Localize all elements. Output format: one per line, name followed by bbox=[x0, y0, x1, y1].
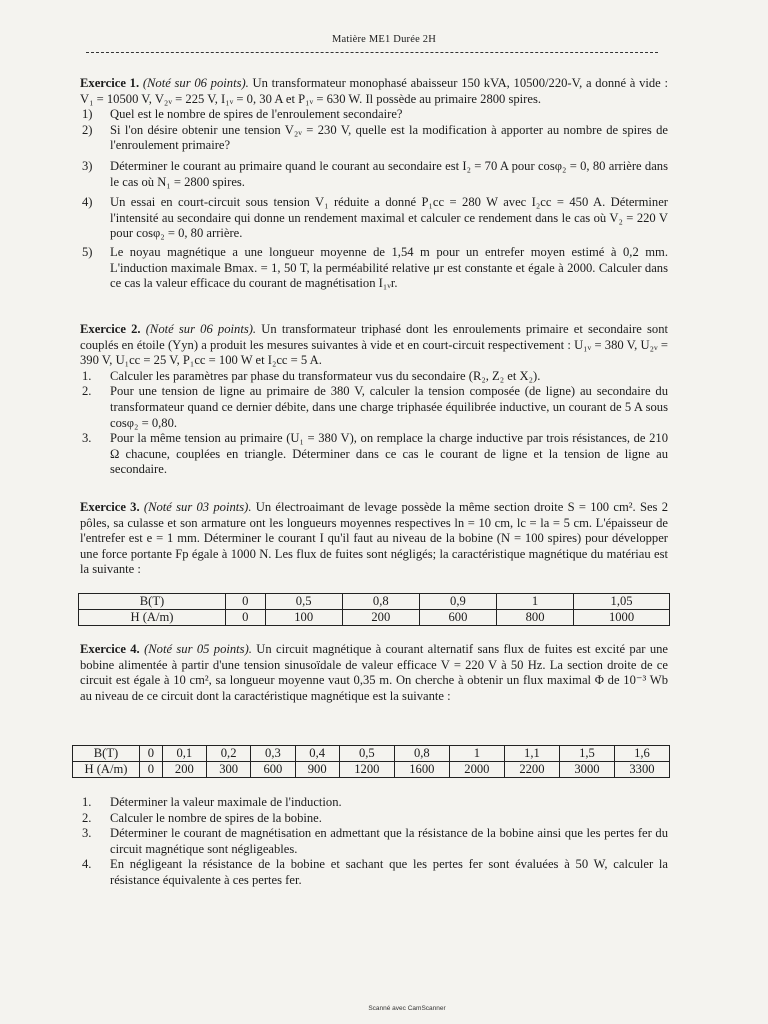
question-item bbox=[80, 811, 668, 827]
table-cell: 1 bbox=[449, 746, 504, 762]
table-cell: 3300 bbox=[614, 762, 669, 778]
question-text: Un essai en court-circuit sous tension V₁ réduite a donné P₁cc = 280 W avec I₂cc = 450 A. Déterminer l'intensité au secondaire qui donne un rendement maximal et calculer ce rendement dans le cas où V₂ = 220 V pour cosφ₂ = 0, 80 arrière. bbox=[110, 195, 668, 241]
row-label: H (A/m) bbox=[79, 610, 226, 626]
question-item bbox=[80, 107, 668, 123]
table-cell: 1600 bbox=[394, 762, 449, 778]
exercise-1-intro: Un transformateur monophasé abaisseur 150 kVA, 10500/220-V, a donné à vide : V₁ = 10500 V, V₂ᵥ = 225 V, I₁ᵥ = 0, 30 A et P₁ᵥ = 630 W. Il possède au primaire 2800 spires. bbox=[80, 76, 668, 106]
exercise-1-statement bbox=[80, 76, 668, 107]
table-cell: 100 bbox=[265, 610, 342, 626]
exercise-4-questions bbox=[80, 795, 668, 889]
question-text: Quel est le nombre de spires de l'enroulement secondaire? bbox=[110, 107, 403, 122]
question-number: 4) bbox=[82, 195, 93, 210]
question-number: 2. bbox=[82, 810, 92, 825]
question-text: Calculer le nombre de spires de la bobine. bbox=[110, 810, 322, 825]
question-item bbox=[80, 857, 668, 888]
table-cell: 0,5 bbox=[339, 746, 394, 762]
exercise-1 bbox=[80, 76, 668, 292]
question-text: Pour la même tension au primaire (U₁ = 380 V), on remplace la charge inductive par trois résistances, de 210 Ω chacune, couplées en triangle. Déterminer dans ce cas le courant de ligne et la tension de ligne au secondaire. bbox=[110, 431, 668, 477]
question-number: 2) bbox=[82, 122, 93, 137]
exercise-2-statement bbox=[80, 322, 668, 369]
question-number: 3. bbox=[82, 431, 92, 446]
question-item bbox=[80, 795, 668, 811]
table-cell: 0,2 bbox=[207, 746, 251, 762]
table-cell: 900 bbox=[295, 762, 339, 778]
question-text: Pour une tension de ligne au primaire de 380 V, calculer la tension composée (de ligne) au secondaire du transformateur quand ce dernier débite, dans une charge triphasée équilibrée inductive, un courant de 5 A sous cosφ₂ = 0,80. bbox=[110, 384, 668, 430]
page-header: Matière ME1 Durée 2H bbox=[331, 34, 436, 45]
table-cell: 0 bbox=[140, 746, 163, 762]
row-label: H (A/m) bbox=[73, 762, 140, 778]
header-divider bbox=[86, 52, 658, 53]
table-cell: 200 bbox=[162, 762, 206, 778]
exercise-4-intro: Un circuit magnétique à courant alternatif sans flux de fuites est excité par une bobine alimentée à partir d'une tension sinusoïdale de valeur efficace V = 220 V à 50 Hz. La section droite de ce circuit est égale à 10 cm², sa longueur moyenne vaut 0,35 m. On cherche à obtenir un flux maximal Φ de 10⁻³ Wb au niveau de ce circuit dont la caractéristique magnétique est la suivante : bbox=[80, 642, 669, 703]
question-text: Le noyau magnétique a une longueur moyenne de 1,54 m pour un entrefer moyen estimé à 0,2 mm. L'induction maximale Bmax. = 1, 50 T, la perméabilité relative μr est constante et égale à 2000. Calculer dans ce cas la valeur efficace du courant de magnétisation I₁ᵥr. bbox=[110, 244, 668, 291]
table-cell: 0,8 bbox=[342, 594, 419, 610]
exercise-4 bbox=[80, 642, 668, 704]
question-item bbox=[80, 159, 668, 190]
exercise-2-points: (Noté sur 06 points). bbox=[145, 322, 257, 336]
table-cell: 1,1 bbox=[504, 746, 559, 762]
question-item bbox=[80, 195, 668, 242]
question-text: Déterminer le courant de magnétisation en admettant que la résistance de la bobine ainsi que les pertes fer du circuit magnétique sont négligeables. bbox=[110, 826, 668, 856]
question-item bbox=[80, 384, 668, 431]
question-number: 1. bbox=[82, 368, 92, 383]
exercise-3 bbox=[80, 500, 668, 578]
exercise-2-title: Exercice 2. bbox=[80, 322, 141, 336]
question-item bbox=[80, 245, 668, 292]
table-cell: 1200 bbox=[339, 762, 394, 778]
exercise-3-statement bbox=[80, 500, 668, 578]
exercise-2 bbox=[80, 322, 668, 478]
table-cell: 0,1 bbox=[162, 746, 206, 762]
table-cell: 1000 bbox=[574, 610, 670, 626]
table-row-h bbox=[79, 610, 670, 626]
question-text: Calculer les paramètres par phase du transformateur vus du secondaire (R₂, Z₂ et X₂). bbox=[110, 368, 541, 383]
table-cell: 0 bbox=[140, 762, 163, 778]
exercise-4-title: Exercice 4. bbox=[80, 642, 140, 656]
question-text: Déterminer le courant au primaire quand le courant au secondaire est I₂ = 70 A pour cosφ₂ = 0, 80 arrière dans le cas où N₁ = 2800 spires. bbox=[110, 158, 668, 189]
question-number: 5) bbox=[82, 244, 93, 259]
table-row-b bbox=[79, 594, 670, 610]
table-cell: 0,3 bbox=[251, 746, 295, 762]
row-label: B(T) bbox=[79, 594, 226, 610]
question-text: Déterminer la valeur maximale de l'induction. bbox=[110, 795, 342, 809]
table-cell: 1 bbox=[496, 594, 573, 610]
table-cell: 3000 bbox=[559, 762, 614, 778]
table-cell: 0,8 bbox=[394, 746, 449, 762]
exercise-3-intro: Un électroaimant de levage possède la même section droite S = 100 cm². Ses 2 pôles, sa culasse et son armature ont les longueurs moyennes respectives ln = 10 cm, lc = la = 5 cm. L'épaisseur de l'entrefer est e = 1 mm. Déterminer le courant I qu'il faut au niveau de la bobine (N = 100 spires) pour développer une force portante Fp égale à 1000 N. Les flux de fuites sont négligés; la caractéristique magnétique du matériau est la suivante : bbox=[80, 500, 668, 577]
row-label: B(T) bbox=[73, 746, 140, 762]
table-cell: 2200 bbox=[504, 762, 559, 778]
question-number: 3. bbox=[82, 826, 92, 841]
question-number: 1. bbox=[82, 795, 92, 809]
exercise-3-title: Exercice 3. bbox=[80, 500, 140, 514]
table-cell: 1,5 bbox=[559, 746, 614, 762]
exercise-3-points: (Noté sur 03 points). bbox=[143, 500, 252, 514]
bh-table-exercise-3 bbox=[78, 593, 670, 626]
scanner-watermark: Scanné avec CamScanner bbox=[368, 1005, 446, 1012]
table-cell: 200 bbox=[342, 610, 419, 626]
table-cell: 0 bbox=[226, 594, 266, 610]
exercise-1-points: (Noté sur 06 points). bbox=[142, 76, 249, 90]
table-row-b bbox=[73, 746, 670, 762]
question-number: 4. bbox=[82, 857, 92, 872]
exercise-2-intro: Un transformateur triphasé dont les enroulements primaire et secondaire sont couplés en étoile (Yyn) a produit les mesures suivantes à vide et en court-circuit respectivement : U₁ᵥ = 380 V, U₂ᵥ = 390 V, U₁cc = 25 V, P₁cc = 100 W et I₂cc = 5 A. bbox=[80, 322, 669, 368]
table-cell: 600 bbox=[251, 762, 295, 778]
table-cell: 0 bbox=[226, 610, 266, 626]
question-number: 1) bbox=[82, 107, 93, 122]
question-number: 3) bbox=[82, 158, 93, 173]
table-cell: 2000 bbox=[449, 762, 504, 778]
table-cell: 300 bbox=[207, 762, 251, 778]
table-cell: 1,6 bbox=[614, 746, 669, 762]
question-item bbox=[80, 431, 668, 478]
question-item bbox=[80, 826, 668, 857]
table-cell: 1,05 bbox=[574, 594, 670, 610]
question-text: En négligeant la résistance de la bobine et sachant que les pertes fer sont évaluées à 50 W, calculer la résistance équivalente à ces pertes fer. bbox=[110, 857, 668, 887]
question-number: 2. bbox=[82, 384, 92, 399]
table-cell: 0,9 bbox=[419, 594, 496, 610]
question-text: Si l'on désire obtenir une tension V₂ᵥ = 230 V, quelle est la modification à apporter au nombre de spires de l'enroulement primaire? bbox=[110, 122, 668, 153]
table-cell: 600 bbox=[419, 610, 496, 626]
table-cell: 0,4 bbox=[295, 746, 339, 762]
table-cell: 800 bbox=[496, 610, 573, 626]
table-row-h bbox=[73, 762, 670, 778]
question-item bbox=[80, 123, 668, 154]
bh-table-exercise-4 bbox=[72, 745, 670, 778]
table-cell: 0,5 bbox=[265, 594, 342, 610]
exercise-4-points: (Noté sur 05 points). bbox=[144, 642, 252, 656]
exercise-1-title: Exercice 1. bbox=[80, 76, 140, 90]
exercise-4-statement bbox=[80, 642, 668, 704]
question-item bbox=[80, 369, 668, 385]
